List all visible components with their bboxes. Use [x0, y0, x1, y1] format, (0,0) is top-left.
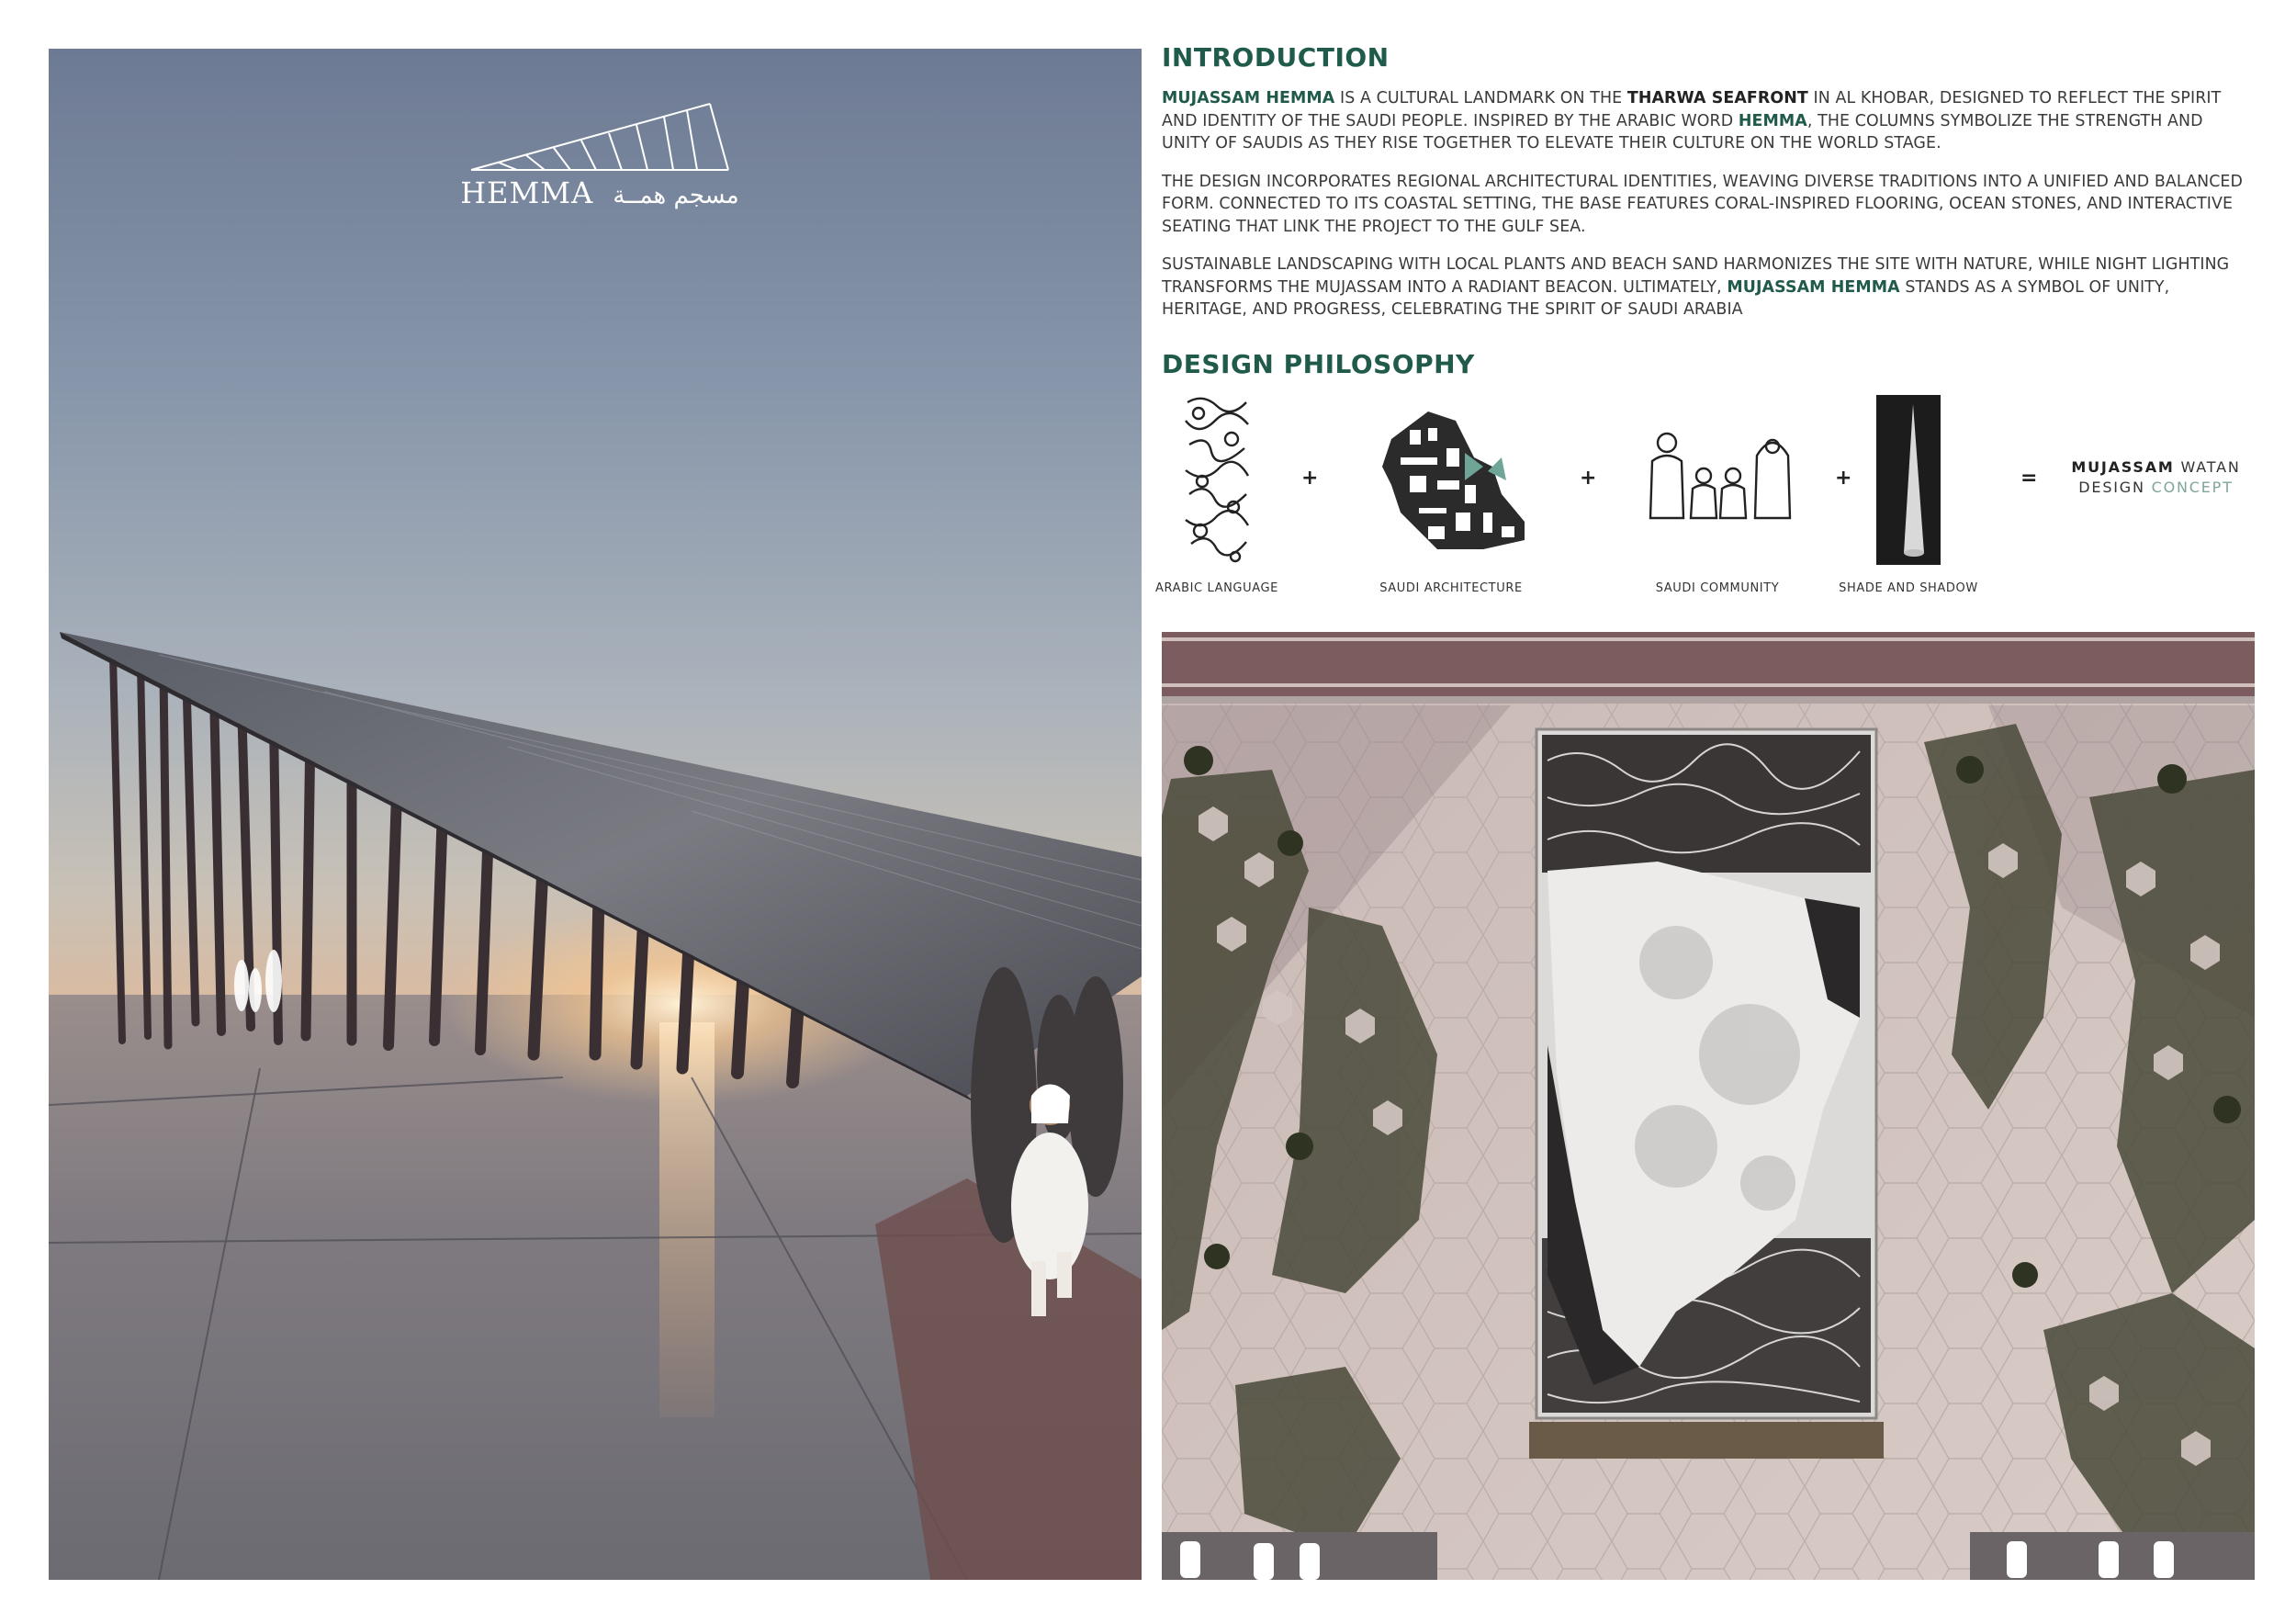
plus-sign: + [1301, 467, 1319, 490]
caption-arabic-language: ARABIC LANGUAGE [1155, 581, 1278, 595]
result-design: DESIGN [2078, 479, 2152, 496]
design-concept-diagram [1155, 393, 2255, 604]
introduction-section [1162, 42, 2255, 337]
design-philosophy-heading: DESIGN PHILOSOPHY [1162, 349, 1475, 379]
result-mujassam: MUJASSAM [2071, 458, 2175, 476]
saudi-map-architecture-icon [1373, 402, 1529, 568]
result-concept: CONCEPT [2151, 479, 2234, 496]
introduction-paragraph-2: THE DESIGN INCORPORATES REGIONAL ARCHITECTURAL IDENTITIES, WEAVING DIVERSE TRADITIONS INTO A UNIFIED AND BALANCED FORM. CONNECTED TO ITS COASTAL SETTING, THE BASE FEATURES CORAL-INSPIRED FLOORING, OCEAN STONES, AND INTERACTIVE SEATING THAT LINK THE PROJECT TO THE GULF SEA. [1162, 172, 2244, 236]
column-shadow-icon [1876, 395, 1941, 565]
family-figures-icon [1639, 430, 1795, 522]
caption-saudi-community: SAUDI COMMUNITY [1655, 581, 1780, 595]
caption-saudi-architecture: SAUDI ARCHITECTURE [1379, 581, 1523, 595]
project-name: MUJASSAM HEMMA [1162, 89, 1335, 107]
introduction-heading: INTRODUCTION [1162, 42, 1390, 73]
hemma-word: HEMMA [1738, 111, 1807, 130]
aerial-plan-image [1162, 632, 2255, 1580]
hemma-logo [453, 100, 747, 210]
hero-rendering [49, 49, 1142, 1580]
caption-shade-and-shadow: SHADE AND SHADOW [1839, 581, 1978, 595]
plus-sign: + [1835, 467, 1852, 490]
logo-arabic: مسجم همــة [613, 182, 739, 209]
concept-item-arabic-language [1155, 393, 1278, 595]
site-name: THARWA SEAFRONT [1626, 89, 1808, 107]
design-philosophy-section [1162, 349, 2255, 379]
plus-sign: + [1580, 467, 1597, 490]
logo-word: HEMMA [460, 175, 594, 210]
concept-item-shade-and-shadow [1839, 395, 1978, 595]
introduction-paragraph-1: MUJASSAM HEMMA IS A CULTURAL LANDMARK ON THE THARWA SEAFRONT IN AL KHOBAR, DESIGNED TO REFLECT THE SPIRIT AND IDENTITY OF THE SAUDI PEOPLE. INSPIRED BY THE ARABIC WORD HEMMA, THE COLUMNS SYMBOLIZE THE STRENGTH AND UNITY OF SAUDIS AS THEY RISE TOGETHER TO ELEVATE THEIR CULTURE ON THE WORLD STAGE. [1162, 89, 2222, 152]
hemma-logo-icon [462, 100, 737, 174]
result-watan: WATAN [2174, 458, 2241, 476]
project-name: MUJASSAM HEMMA [1727, 277, 1900, 297]
introduction-paragraph-3: SUSTAINABLE LANDSCAPING WITH LOCAL PLANTS AND BEACH SAND HARMONIZES THE SITE WITH NATURE, WHILE NIGHT LIGHTING TRANSFORMS THE MUJASSAM INTO A RADIANT BEACON. ULTIMATELY, MUJASSAM HEMMA STANDS AS A SYMBOL OF UNITY, HERITAGE, AND PROGRESS, CELEBRATING THE SPIRIT OF SAUDI ARABIA [1162, 255, 2230, 319]
concept-item-saudi-community [1639, 430, 1795, 595]
pavilion-scene-image [49, 49, 1142, 1580]
aerial-site-plan [1162, 632, 2255, 1580]
concept-item-saudi-architecture [1373, 402, 1529, 595]
concept-result [2057, 457, 2255, 498]
equals-sign: = [2020, 467, 2038, 490]
arabic-calligraphy-icon [1180, 393, 1254, 568]
